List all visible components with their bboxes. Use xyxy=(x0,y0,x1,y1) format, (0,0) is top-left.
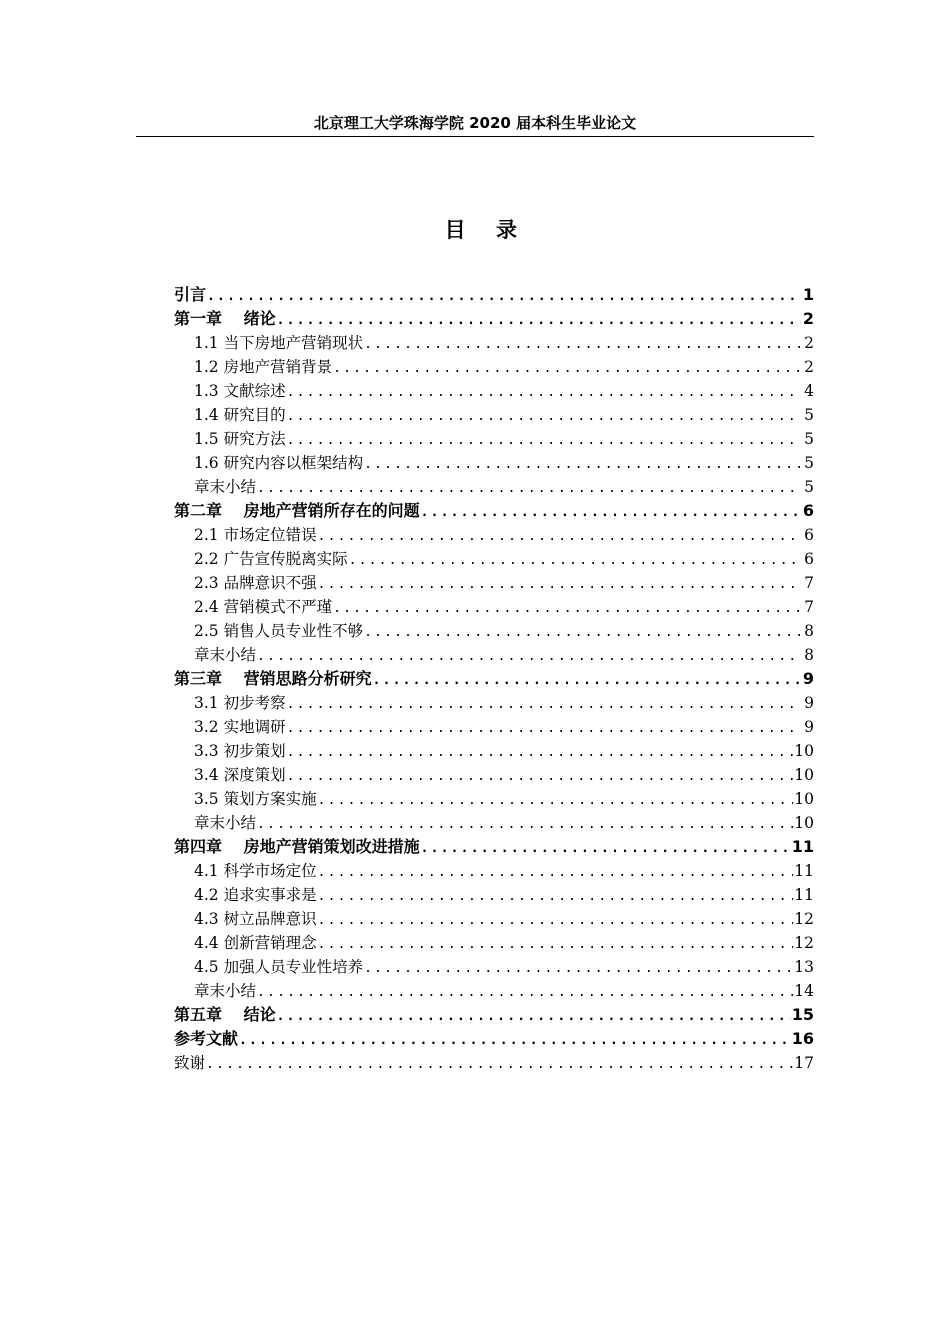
dot-leader xyxy=(421,501,801,523)
dot-leader xyxy=(287,405,801,427)
table-of-contents xyxy=(174,283,814,1075)
toc-entry[interactable] xyxy=(174,451,814,475)
toc-entry[interactable] xyxy=(174,355,814,379)
toc-entry-page-number: 7 xyxy=(804,574,814,592)
toc-entry-label: 1.4 研究目的 xyxy=(194,406,286,424)
toc-entry-label: 章末小结 xyxy=(194,982,257,1000)
toc-entry-label: 章末小结 xyxy=(194,478,257,496)
dot-leader xyxy=(318,933,794,955)
toc-entry[interactable] xyxy=(174,643,814,667)
toc-entry[interactable] xyxy=(174,1003,814,1027)
toc-entry-page-number: 4 xyxy=(804,382,814,400)
toc-entry-label: 第五章 结论 xyxy=(174,1005,276,1024)
dot-leader xyxy=(373,669,801,691)
dot-leader xyxy=(364,453,801,475)
dot-leader xyxy=(318,789,794,811)
dot-leader xyxy=(257,477,801,499)
toc-entry[interactable] xyxy=(174,955,814,979)
toc-entry-page-number: 5 xyxy=(804,430,814,448)
dot-leader xyxy=(318,909,794,931)
toc-entry-label: 2.3 品牌意识不强 xyxy=(194,574,317,592)
toc-entry[interactable] xyxy=(174,979,814,1003)
toc-entry[interactable] xyxy=(174,811,814,835)
toc-entry-page-number: 9 xyxy=(804,718,814,736)
dot-leader xyxy=(333,597,801,619)
dot-leader xyxy=(421,837,791,859)
dot-leader xyxy=(206,1053,793,1075)
toc-entry-page-number: 1 xyxy=(802,285,814,304)
toc-entry-label: 4.2 追求实事求是 xyxy=(194,886,317,904)
toc-entry-page-number: 11 xyxy=(794,886,814,904)
toc-entry[interactable] xyxy=(174,1027,814,1051)
toc-entry[interactable] xyxy=(174,691,814,715)
toc-entry-label: 2.2 广告宣传脱离实际 xyxy=(194,550,348,568)
dot-leader xyxy=(364,957,793,979)
toc-entry[interactable] xyxy=(174,859,814,883)
toc-entry-page-number: 5 xyxy=(804,406,814,424)
toc-entry-label: 1.5 研究方法 xyxy=(194,430,286,448)
toc-entry-page-number: 7 xyxy=(804,598,814,616)
toc-entry[interactable] xyxy=(174,931,814,955)
toc-entry-label: 4.5 加强人员专业性培养 xyxy=(194,958,364,976)
toc-entry-page-number: 10 xyxy=(794,790,814,808)
toc-entry[interactable] xyxy=(174,715,814,739)
toc-entry[interactable] xyxy=(174,739,814,763)
toc-entry[interactable] xyxy=(174,787,814,811)
toc-entry-label: 4.3 树立品牌意识 xyxy=(194,910,317,928)
toc-entry-label: 3.4 深度策划 xyxy=(194,766,286,784)
toc-entry-page-number: 5 xyxy=(804,454,814,472)
toc-entry-label: 参考文献 xyxy=(174,1029,239,1048)
toc-entry-label: 2.4 营销模式不严瑾 xyxy=(194,598,333,616)
toc-entry[interactable] xyxy=(174,571,814,595)
toc-entry-label: 1.1 当下房地产营销现状 xyxy=(194,334,364,352)
toc-entry[interactable] xyxy=(174,379,814,403)
toc-entry-page-number: 10 xyxy=(794,814,814,832)
dot-leader xyxy=(207,285,801,307)
dot-leader xyxy=(287,765,794,787)
toc-entry-page-number: 13 xyxy=(794,958,814,976)
toc-entry-page-number: 9 xyxy=(802,669,814,688)
toc-entry-label: 第三章 营销思路分析研究 xyxy=(174,669,372,688)
dot-leader xyxy=(349,549,801,571)
toc-entry-page-number: 5 xyxy=(804,478,814,496)
toc-entry-page-number: 17 xyxy=(794,1054,814,1072)
toc-entry-page-number: 10 xyxy=(794,742,814,760)
toc-entry-page-number: 11 xyxy=(794,862,814,880)
toc-entry-page-number: 12 xyxy=(794,910,814,928)
toc-entry-page-number: 10 xyxy=(794,766,814,784)
toc-entry-label: 3.3 初步策划 xyxy=(194,742,286,760)
toc-entry-page-number: 11 xyxy=(791,837,814,856)
toc-entry-label: 章末小结 xyxy=(194,814,257,832)
dot-leader xyxy=(287,429,801,451)
toc-entry-page-number: 15 xyxy=(791,1005,814,1024)
toc-entry-page-number: 8 xyxy=(804,646,814,664)
dot-leader xyxy=(277,309,801,331)
toc-entry-page-number: 6 xyxy=(802,501,814,520)
dot-leader xyxy=(277,1005,791,1027)
toc-entry-label: 4.1 科学市场定位 xyxy=(194,862,317,880)
dot-leader xyxy=(287,741,794,763)
toc-entry[interactable] xyxy=(174,595,814,619)
toc-entry-label: 章末小结 xyxy=(194,646,257,664)
toc-entry-page-number: 6 xyxy=(804,550,814,568)
toc-entry-page-number: 9 xyxy=(804,694,814,712)
dot-leader xyxy=(239,1029,791,1051)
toc-entry[interactable] xyxy=(174,667,814,691)
toc-entry[interactable] xyxy=(174,283,814,307)
dot-leader xyxy=(257,645,801,667)
toc-entry[interactable] xyxy=(174,475,814,499)
toc-entry[interactable] xyxy=(174,547,814,571)
toc-entry-label: 1.6 研究内容以框架结构 xyxy=(194,454,364,472)
page-header: 北京理工大学珠海学院 2020 届本科生毕业论文 xyxy=(136,112,814,137)
dot-leader xyxy=(364,621,801,643)
dot-leader xyxy=(318,525,801,547)
toc-entry-label: 4.4 创新营销理念 xyxy=(194,934,317,952)
toc-entry-label: 1.3 文献综述 xyxy=(194,382,286,400)
toc-entry-label: 2.5 销售人员专业性不够 xyxy=(194,622,364,640)
dot-leader xyxy=(318,573,801,595)
toc-entry-label: 3.2 实地调研 xyxy=(194,718,286,736)
toc-entry-page-number: 8 xyxy=(804,622,814,640)
toc-entry[interactable] xyxy=(174,307,814,331)
toc-entry[interactable] xyxy=(174,907,814,931)
toc-entry-page-number: 16 xyxy=(791,1029,814,1048)
toc-entry-page-number: 2 xyxy=(804,334,814,352)
toc-entry-label: 1.2 房地产营销背景 xyxy=(194,358,333,376)
toc-entry[interactable] xyxy=(174,499,814,523)
toc-entry-label: 第二章 房地产营销所存在的问题 xyxy=(174,501,420,520)
dot-leader xyxy=(318,885,794,907)
toc-entry[interactable] xyxy=(174,1051,814,1075)
dot-leader xyxy=(287,693,801,715)
toc-entry-page-number: 14 xyxy=(794,982,814,1000)
dot-leader xyxy=(287,717,801,739)
toc-entry-label: 2.1 市场定位错误 xyxy=(194,526,317,544)
toc-entry-page-number: 2 xyxy=(802,309,814,328)
dot-leader xyxy=(318,861,794,883)
toc-entry[interactable] xyxy=(174,331,814,355)
toc-entry[interactable] xyxy=(174,427,814,451)
toc-entry[interactable] xyxy=(174,835,814,859)
toc-entry-page-number: 12 xyxy=(794,934,814,952)
toc-entry[interactable] xyxy=(174,403,814,427)
toc-entry[interactable] xyxy=(174,523,814,547)
toc-entry-page-number: 6 xyxy=(804,526,814,544)
toc-entry-label: 第一章 绪论 xyxy=(174,309,276,328)
dot-leader xyxy=(287,381,801,403)
toc-entry-label: 引言 xyxy=(174,285,207,304)
toc-entry[interactable] xyxy=(174,619,814,643)
toc-entry[interactable] xyxy=(174,883,814,907)
toc-entry-page-number: 2 xyxy=(804,358,814,376)
dot-leader xyxy=(257,813,793,835)
toc-entry-label: 第四章 房地产营销策划改进措施 xyxy=(174,837,420,856)
dot-leader xyxy=(333,357,801,379)
dot-leader xyxy=(257,981,793,1003)
dot-leader xyxy=(364,333,801,355)
toc-entry-label: 致谢 xyxy=(174,1054,206,1072)
toc-entry[interactable] xyxy=(174,763,814,787)
toc-entry-label: 3.1 初步考察 xyxy=(194,694,286,712)
toc-entry-label: 3.5 策划方案实施 xyxy=(194,790,317,808)
toc-title: 目 录 xyxy=(444,218,529,242)
